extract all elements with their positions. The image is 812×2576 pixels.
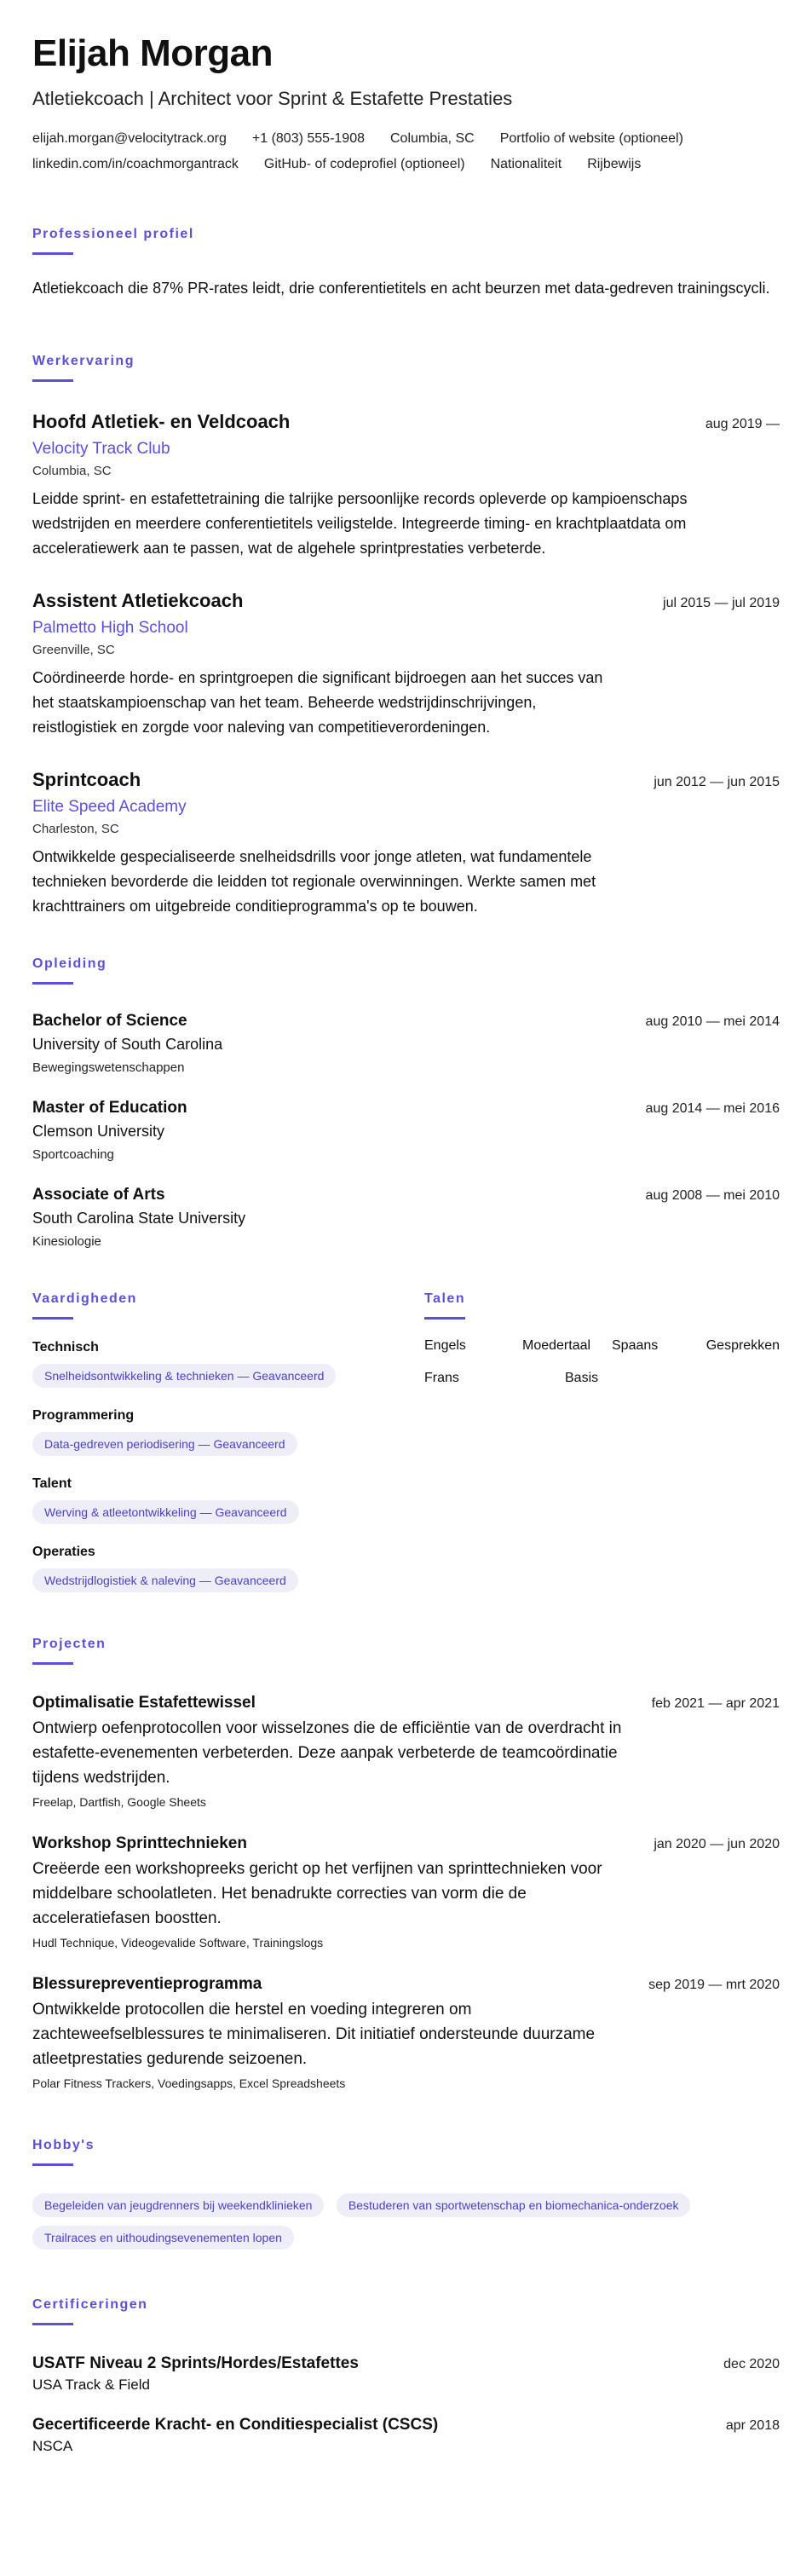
project-tools: Polar Fitness Trackers, Voedingsapps, Excel Spreadsheets [32, 2076, 346, 2090]
contact-phone[interactable]: +1 (803) 555-1908 [251, 131, 365, 146]
hobbies-list [32, 2185, 782, 2250]
job-company: Palmetto High School [32, 619, 188, 637]
project-description: Ontwierp oefenprotocollen voor wisselzones die de efficiëntie van de overdracht in estafette-evenementen verbeterden. Deze aanpak verbeterde de teamcoördinatie tijdens wedstrijden. [32, 1719, 622, 1787]
contact-linkedin[interactable]: linkedin.com/in/coachmorgantrack [32, 157, 239, 171]
project-title: Optimalisatie Estafettewissel [32, 1694, 256, 1712]
section-title: Vaardigheden [32, 1291, 137, 1306]
hobbies-section [32, 2138, 780, 2250]
skill-group [32, 1476, 424, 1524]
contact-github[interactable]: GitHub- of codeprofiel (optioneel) [263, 157, 465, 171]
skill-pill: Werving & atleetontwikkeling — Geavanceerd [32, 1500, 299, 1524]
section-title: Opleiding [32, 956, 107, 971]
section-divider [32, 379, 73, 382]
certification-title: USATF Niveau 2 Sprints/Hordes/Estafettes [32, 2354, 359, 2372]
tagline: Atletiekcoach | Architect voor Sprint & Estafette Prestaties [32, 88, 513, 109]
job-description: Ontwikkelde gespecialiseerde snelheidsdrills voor jonge atleten, wat fundamentele technieken bevorderde die leidden tot regionale overwinningen. Werkte samen met krachttrainers om uitgebreide conditieprogramma's op te bouwen. [32, 848, 596, 915]
job-company: Elite Speed Academy [32, 798, 187, 816]
project-dates: feb 2021 — apr 2021 [651, 1696, 780, 1711]
field-of-study: Kinesiologie [32, 1234, 101, 1249]
job-title: Assistent Atletiekcoach [32, 590, 244, 611]
skill-group [32, 1340, 424, 1388]
school: Clemson University [32, 1123, 165, 1140]
school: University of South Carolina [32, 1036, 223, 1053]
field-of-study: Sportcoaching [32, 1147, 114, 1162]
section-title: Talen [424, 1291, 466, 1306]
project-tools: Hudl Technique, Videogevalide Software, Trainingslogs [32, 1936, 324, 1949]
certification-issuer: NSCA [32, 2438, 73, 2454]
job-dates: jun 2012 — jun 2015 [654, 775, 780, 789]
language-name: Frans [424, 1371, 459, 1385]
section-divider [32, 252, 73, 255]
certification-entry [32, 2354, 780, 2394]
education-entry [32, 1099, 780, 1162]
certifications-section [32, 2297, 780, 2455]
skill-group [32, 1408, 424, 1456]
project-description: Creëerde een workshopreeks gericht op het verfijnen van sprinttechnieken voor middelbare schoolatleten. Het benadrukte correcties van vorm die de acceleratiefasen boostten. [32, 1860, 602, 1927]
field-of-study: Bewegingswetenschappen [32, 1060, 185, 1075]
project-title: Blessurepreventieprogramma [32, 1975, 262, 1993]
job-title: Hoofd Atletiek- en Veldcoach [32, 411, 291, 432]
section-divider [32, 982, 73, 985]
skill-category: Technisch [32, 1340, 99, 1354]
job-entry [32, 590, 780, 740]
job-entry [32, 411, 780, 561]
certification-date: dec 2020 [723, 2357, 780, 2371]
job-title: Sprintcoach [32, 769, 141, 790]
language-name: Spaans [612, 1338, 659, 1353]
candidate-name: Elijah Morgan [32, 32, 273, 74]
projects-section [32, 1637, 780, 2090]
certification-entry [32, 2416, 780, 2455]
languages-grid [424, 1338, 780, 1386]
skills-section [32, 1291, 424, 1592]
job-location: Charleston, SC [32, 822, 119, 836]
section-divider [32, 1662, 73, 1665]
education-entry [32, 1012, 780, 1075]
section-divider [32, 2163, 73, 2166]
education-dates: aug 2008 — mei 2010 [645, 1188, 780, 1203]
project-entry [32, 1975, 780, 2090]
degree: Associate of Arts [32, 1186, 165, 1204]
degree: Master of Education [32, 1099, 187, 1117]
skill-pill: Snelheidsontwikkeling & technieken — Geavanceerd [32, 1364, 336, 1388]
skill-pill: Wedstrijdlogistiek & naleving — Geavanceerd [32, 1568, 298, 1592]
school: South Carolina State University [32, 1210, 246, 1227]
education-dates: aug 2010 — mei 2014 [645, 1014, 780, 1029]
project-entry [32, 1694, 780, 1809]
job-dates: aug 2019 — [705, 417, 780, 431]
language-name: Engels [424, 1338, 466, 1353]
section-title: Certificeringen [32, 2297, 148, 2312]
certification-date: apr 2018 [725, 2418, 780, 2433]
job-location: Columbia, SC [32, 464, 112, 478]
contact-location: Columbia, SC [390, 131, 475, 146]
certification-title: Gecertificeerde Kracht- en Conditiespecialist (CSCS) [32, 2416, 439, 2434]
skill-category: Operaties [32, 1545, 95, 1559]
degree: Bachelor of Science [32, 1012, 187, 1030]
hobby-pill: Trailraces en uithoudingsevenementen lopen [32, 2226, 294, 2250]
skill-category: Talent [32, 1476, 72, 1491]
skill-group [32, 1545, 424, 1592]
project-dates: jan 2020 — jun 2020 [654, 1837, 780, 1851]
skill-category: Programmering [32, 1408, 135, 1423]
skills-languages-row [32, 1291, 780, 1592]
language-level: Gesprekken [705, 1338, 780, 1353]
contact-list [32, 130, 780, 174]
project-dates: sep 2019 — mrt 2020 [648, 1978, 780, 1992]
job-description: Leidde sprint- en estafettetraining die talrijke persoonlijke records opleverde op kampioenschaps wedstrijden en meerdere conferentietitels veiligstelde. Integreerde timing- en krachtplaatdata om acceleratiewerk aan te passen, wat de algehele sprintprestaties verbeterde. [32, 490, 688, 557]
section-title: Werkervaring [32, 354, 135, 368]
education-entry [32, 1186, 780, 1249]
project-title: Workshop Sprinttechnieken [32, 1834, 247, 1852]
certification-issuer: USA Track & Field [32, 2377, 150, 2393]
contact-email[interactable]: elijah.morgan@velocitytrack.org [32, 131, 227, 146]
section-divider [32, 1317, 73, 1320]
job-location: Greenville, SC [32, 643, 115, 657]
contact-nationality: Nationaliteit [490, 157, 562, 171]
hobby-pill: Bestuderen van sportwetenschap en biomechanica-onderzoek [337, 2193, 691, 2217]
skill-pill: Data-gedreven periodisering — Geavanceerd [32, 1432, 297, 1456]
education-section [32, 956, 780, 1249]
hobby-pill: Begeleiden van jeugdrenners bij weekendklinieken [32, 2193, 324, 2217]
section-title: Professioneel profiel [32, 227, 194, 241]
section-title: Hobby's [32, 2138, 95, 2152]
job-dates: jul 2015 — jul 2019 [663, 596, 780, 610]
project-tools: Freelap, Dartfish, Google Sheets [32, 1795, 206, 1809]
education-dates: aug 2014 — mei 2016 [645, 1101, 780, 1116]
contact-portfolio[interactable]: Portfolio of website (optioneel) [499, 131, 683, 146]
section-title: Projecten [32, 1637, 107, 1651]
profile-section [32, 227, 780, 301]
project-description: Ontwikkelde protocollen die herstel en voeding integreren om zachteweefselblessures te minimaliseren. Dit initiatief ondersteunde duurzame atleetprestaties gedurende seizoenen. [32, 2001, 596, 2068]
job-entry [32, 769, 780, 919]
profile-text: Atletiekcoach die 87% PR-rates leidt, drie conferentietitels en acht beurzen met data-gedreven trainingscycli. [32, 280, 770, 297]
experience-section [32, 354, 780, 919]
language-level: Basis [565, 1371, 599, 1385]
language-level: Moedertaal [522, 1338, 591, 1353]
section-divider [32, 2323, 73, 2325]
job-company: Velocity Track Club [32, 440, 170, 458]
languages-section [424, 1291, 780, 1592]
job-description: Coördineerde horde- en sprintgroepen die significant bijdroegen aan het succes van het staatskampioenschap van het team. Beheerde wedstrijdinschrijvingen, reistlogistiek en zorgde voor naleving van competitieverordeningen. [32, 669, 603, 736]
section-divider [424, 1317, 465, 1320]
project-entry [32, 1834, 780, 1949]
contact-license: Rijbewijs [587, 157, 642, 171]
